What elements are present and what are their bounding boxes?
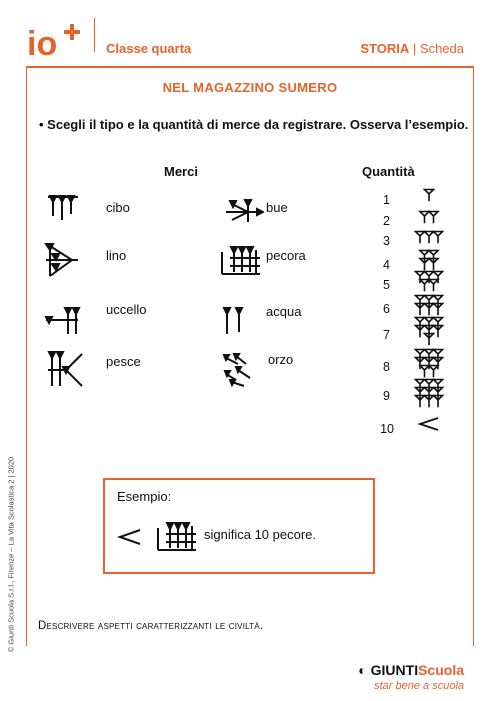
quantity-number: 8 [383,360,390,374]
copyright-note: © Giunti Scuola S.r.l., Firenze – La Vita Scolastica 2 | 2020 [6,456,16,653]
quantity-number: 4 [383,258,390,272]
wedge-mark [420,212,429,224]
quantity-number: 1 [383,193,390,207]
example-text: significa 10 pecore. [204,527,317,542]
publisher-logo [358,662,464,678]
subject-name: STORIA [360,41,410,56]
wedge-mark [434,232,443,244]
wedge-mark [416,232,425,244]
quantity-number: 6 [383,302,390,316]
cibo-sign-icon [46,194,80,224]
subject-label [360,41,464,56]
subject-separator: | [412,41,417,56]
wedge-mark [420,280,429,292]
quantity-number: 5 [383,278,390,292]
example-pecora-sign-icon [156,520,200,554]
ten-wedge-mark [420,418,438,430]
quantity-number: 7 [383,328,390,342]
good-label-bue: bue [266,200,288,215]
worksheet-title: NEL MAGAZZINO SUMERO [162,80,338,95]
publisher-mark-icon: ◐ [358,662,367,678]
wedge-mark [429,212,438,224]
good-label-lino: lino [106,248,127,263]
instruction: • Scegli il tipo e la quantità di merce da registrare. Osserva l’esempio. [39,117,469,132]
good-label-pesce: pesce [106,354,141,369]
example-title: Esempio: [117,489,172,504]
good-label-cibo: cibo [106,200,130,215]
good-label-uccello: uccello [106,302,147,317]
instruction-text: Scegli il tipo e la quantità di merce da registrare. Osserva l’esempio. [47,117,469,132]
wedge-mark [429,366,438,378]
quantita-header: Quantità [362,164,415,179]
wedge-mark [420,366,429,378]
wedge-mark [416,272,425,284]
good-label-orzo: orzo [268,352,294,367]
uccello-sign-icon [44,306,84,336]
publisher-name-b: Scuola [418,662,464,678]
wedge-mark [425,232,434,244]
quantity-number: 9 [383,389,390,403]
header-divider [94,18,95,52]
quantity-number: 10 [380,422,394,436]
lino-sign-icon [42,240,82,280]
footer-note: Descrivere aspetti caratterizzanti le civiltà. [38,620,264,632]
wedge-mark [425,190,434,202]
merci-header: Merci [164,164,198,179]
ten-sign-icon [116,528,142,546]
acqua-sign-icon [222,306,248,336]
quantity-number: 2 [383,214,390,228]
io-plus-logo [27,22,87,62]
pecora-sign-icon [220,244,264,278]
wedge-mark [434,272,443,284]
quantity-number: 3 [383,234,390,248]
pesce-sign-icon [44,350,86,390]
good-label-pecora: pecora [266,248,306,263]
publisher-name-a: GIUNTI [370,662,419,678]
publisher-tagline: star bene a scuola [374,680,464,692]
svg-text:io: io [27,25,58,62]
good-label-acqua: acqua [266,304,302,319]
quantity-signs [408,186,450,438]
sheet-type: Scheda [419,41,464,56]
grade-label: Classe quarta [106,41,192,56]
bue-sign-icon [224,198,264,228]
wedge-mark [425,272,434,284]
orzo-sign-icon [222,352,256,388]
wedge-mark [429,280,438,292]
